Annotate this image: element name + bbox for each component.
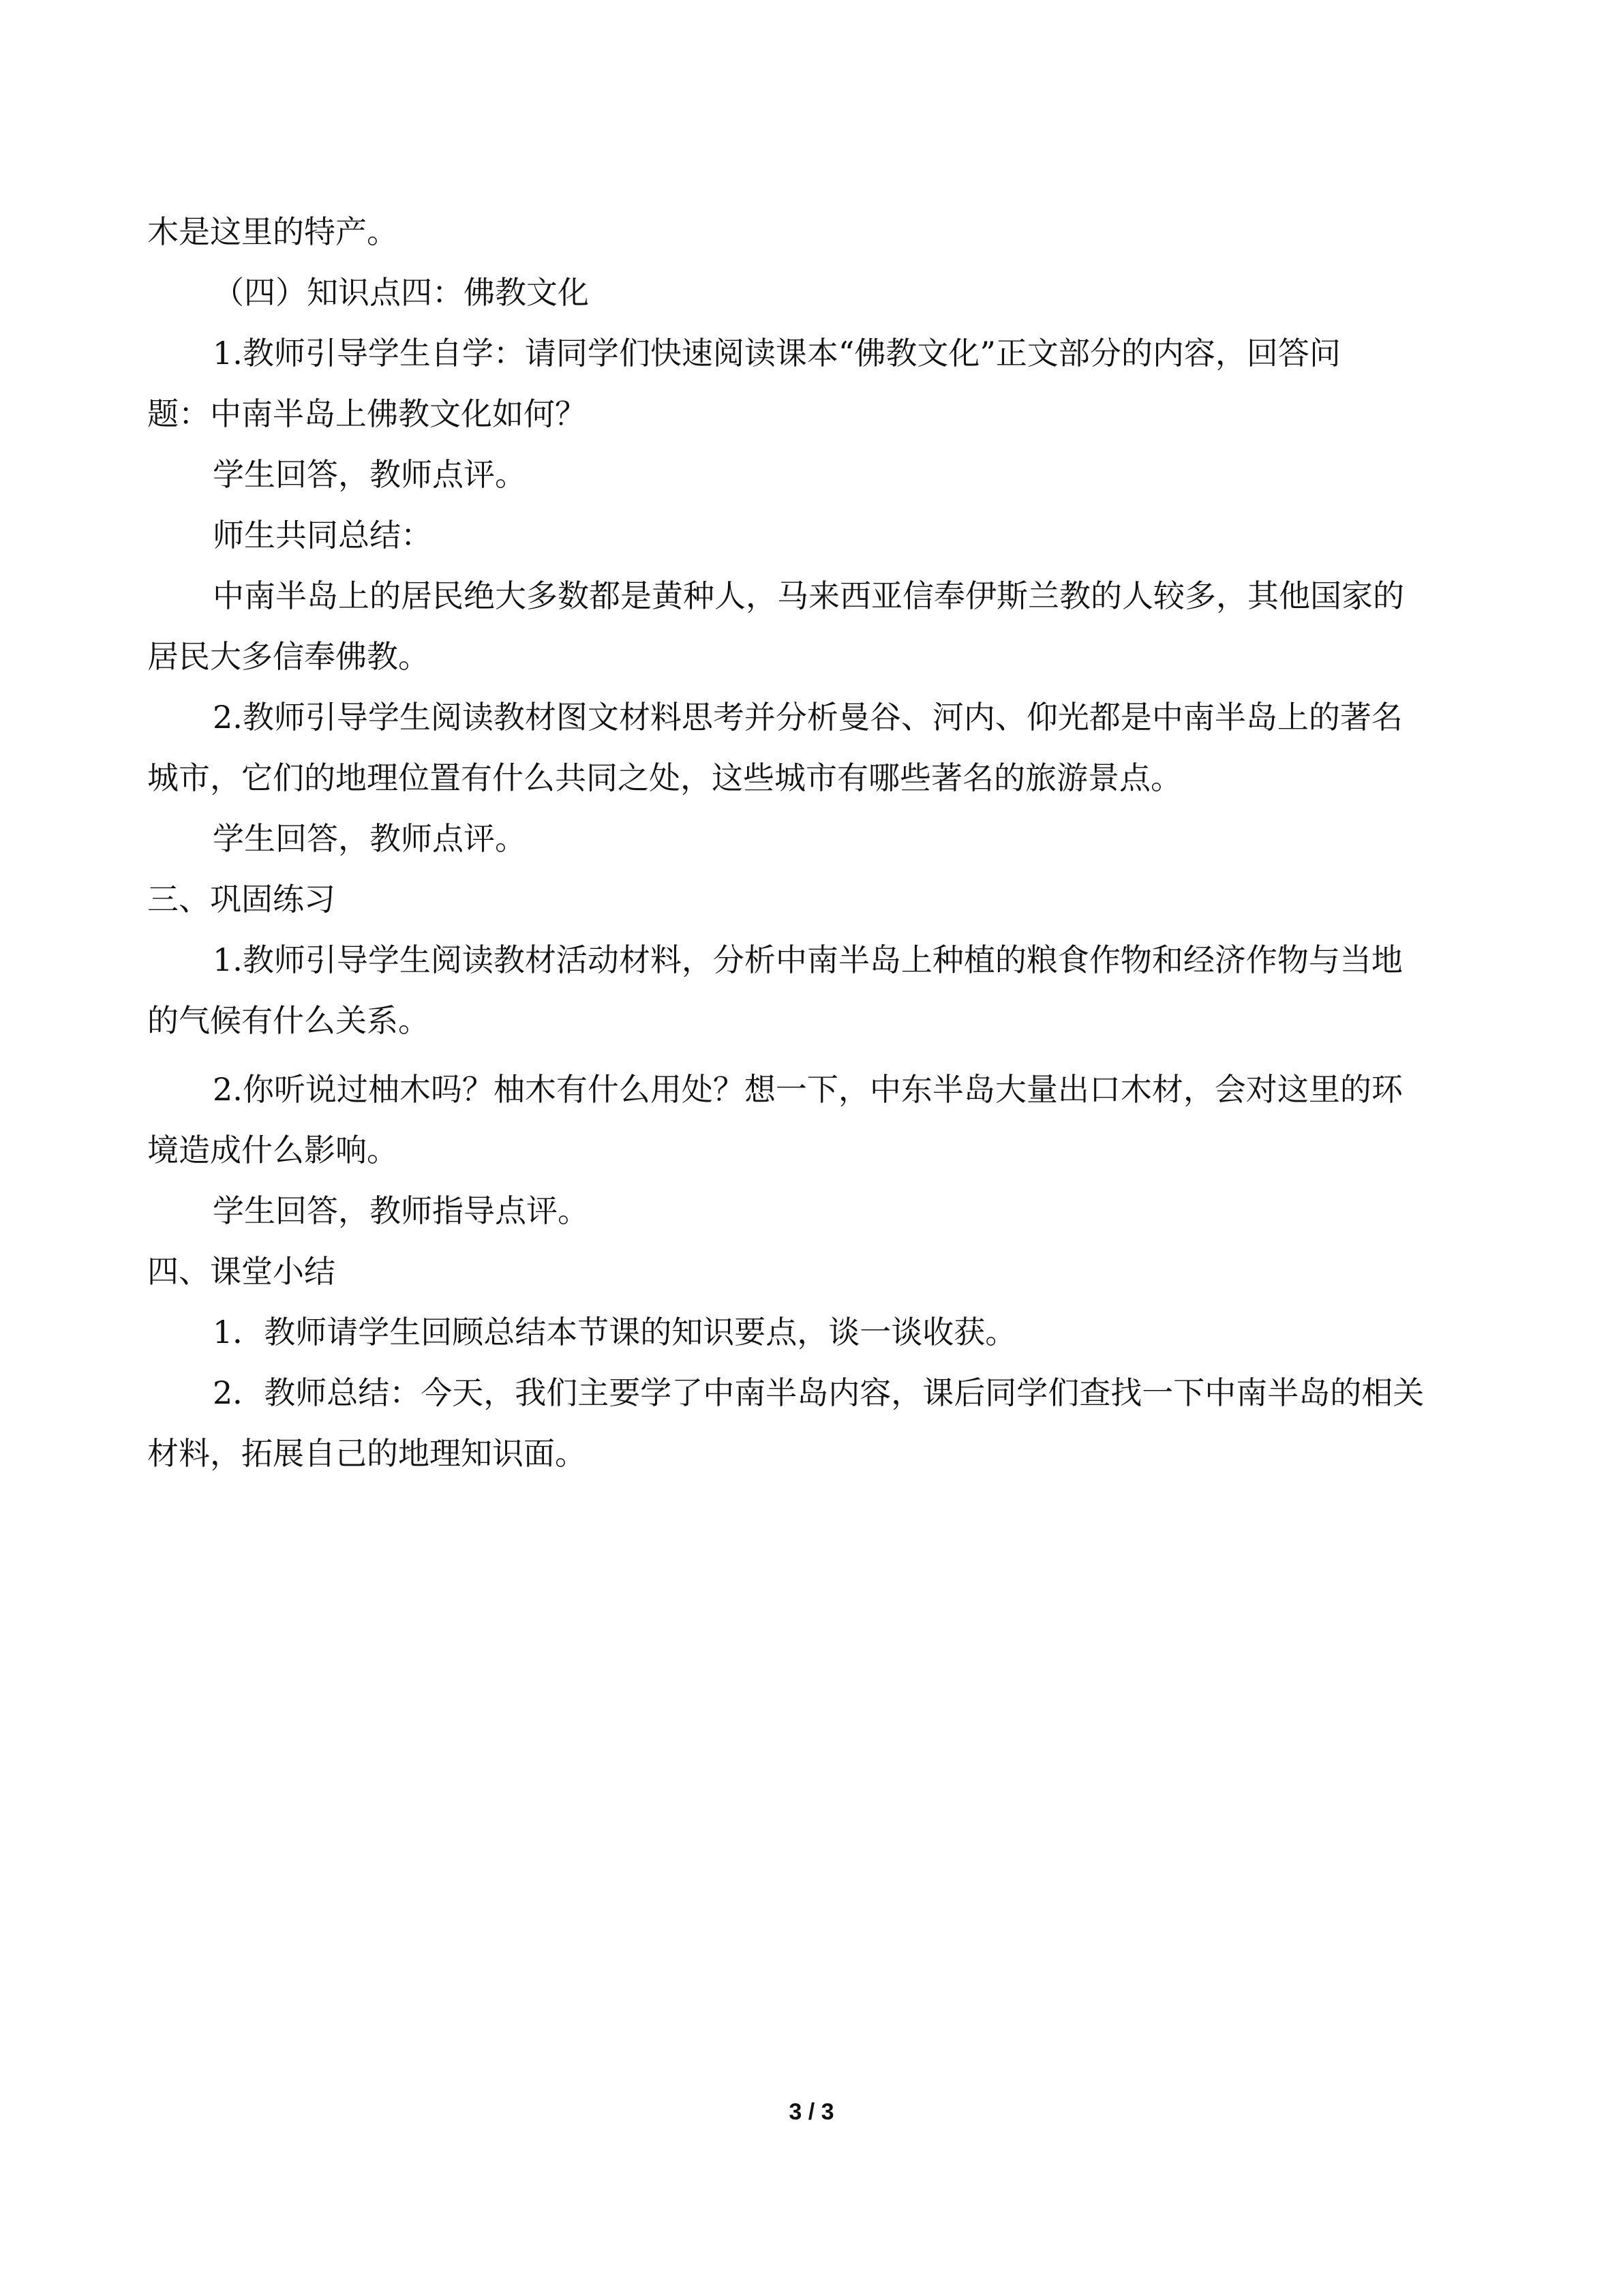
- text-line: 学生回答，教师指导点评。: [213, 1192, 589, 1229]
- text-line: 1.教师引导学生阅读教材活动材料，分析中南半岛上种植的粮食作物和经济作物与当地: [213, 941, 1403, 978]
- text-line: 2．教师总结：今天，我们主要学了中南半岛内容，课后同学们查找一下中南半岛的相关: [213, 1374, 1425, 1411]
- text-line: 中南半岛上的居民绝大多数都是黄种人，马来西亚信奉伊斯兰教的人较多，其他国家的: [213, 577, 1404, 614]
- text-line: 学生回答，教师点评。: [213, 820, 526, 857]
- text-line: 的气候有什么关系。: [147, 1002, 429, 1039]
- text-line: 木是这里的特产。: [147, 213, 398, 250]
- text-line: 2.你听说过柚木吗？柚木有什么用处？想一下，中东半岛大量出口木材，会对这里的环: [213, 1071, 1403, 1108]
- text-line: 学生回答，教师点评。: [213, 456, 526, 493]
- text-line: 1.教师引导学生自学：请同学们快速阅读课本“佛教文化”正文部分的内容，回答问: [213, 335, 1341, 372]
- text-line: 材料，拓展自己的地理知识面。: [147, 1435, 586, 1472]
- page-number: 3 / 3: [789, 2099, 834, 2125]
- text-line: 城市，它们的地理位置有什么共同之处，这些城市有哪些著名的旅游景点。: [147, 759, 1182, 796]
- text-line: 2.教师引导学生阅读教材图文材料思考并分析曼谷、河内、仰光都是中南半岛上的著名: [213, 699, 1403, 736]
- text-line: 境造成什么影响。: [147, 1132, 398, 1168]
- section-heading: 四、课堂小结: [147, 1253, 335, 1290]
- text-line: 居民大多信奉佛教。: [147, 638, 429, 675]
- text-line: 1．教师请学生回顾总结本节课的知识要点，谈一谈收获。: [213, 1314, 1017, 1350]
- document-body: [147, 202, 1476, 1484]
- text-line: 师生共同总结：: [213, 517, 432, 554]
- section-heading: （四）知识点四：佛教文化: [213, 274, 589, 311]
- text-line: 题：中南半岛上佛教文化如何？: [147, 395, 586, 432]
- section-heading: 三、巩固练习: [147, 881, 335, 918]
